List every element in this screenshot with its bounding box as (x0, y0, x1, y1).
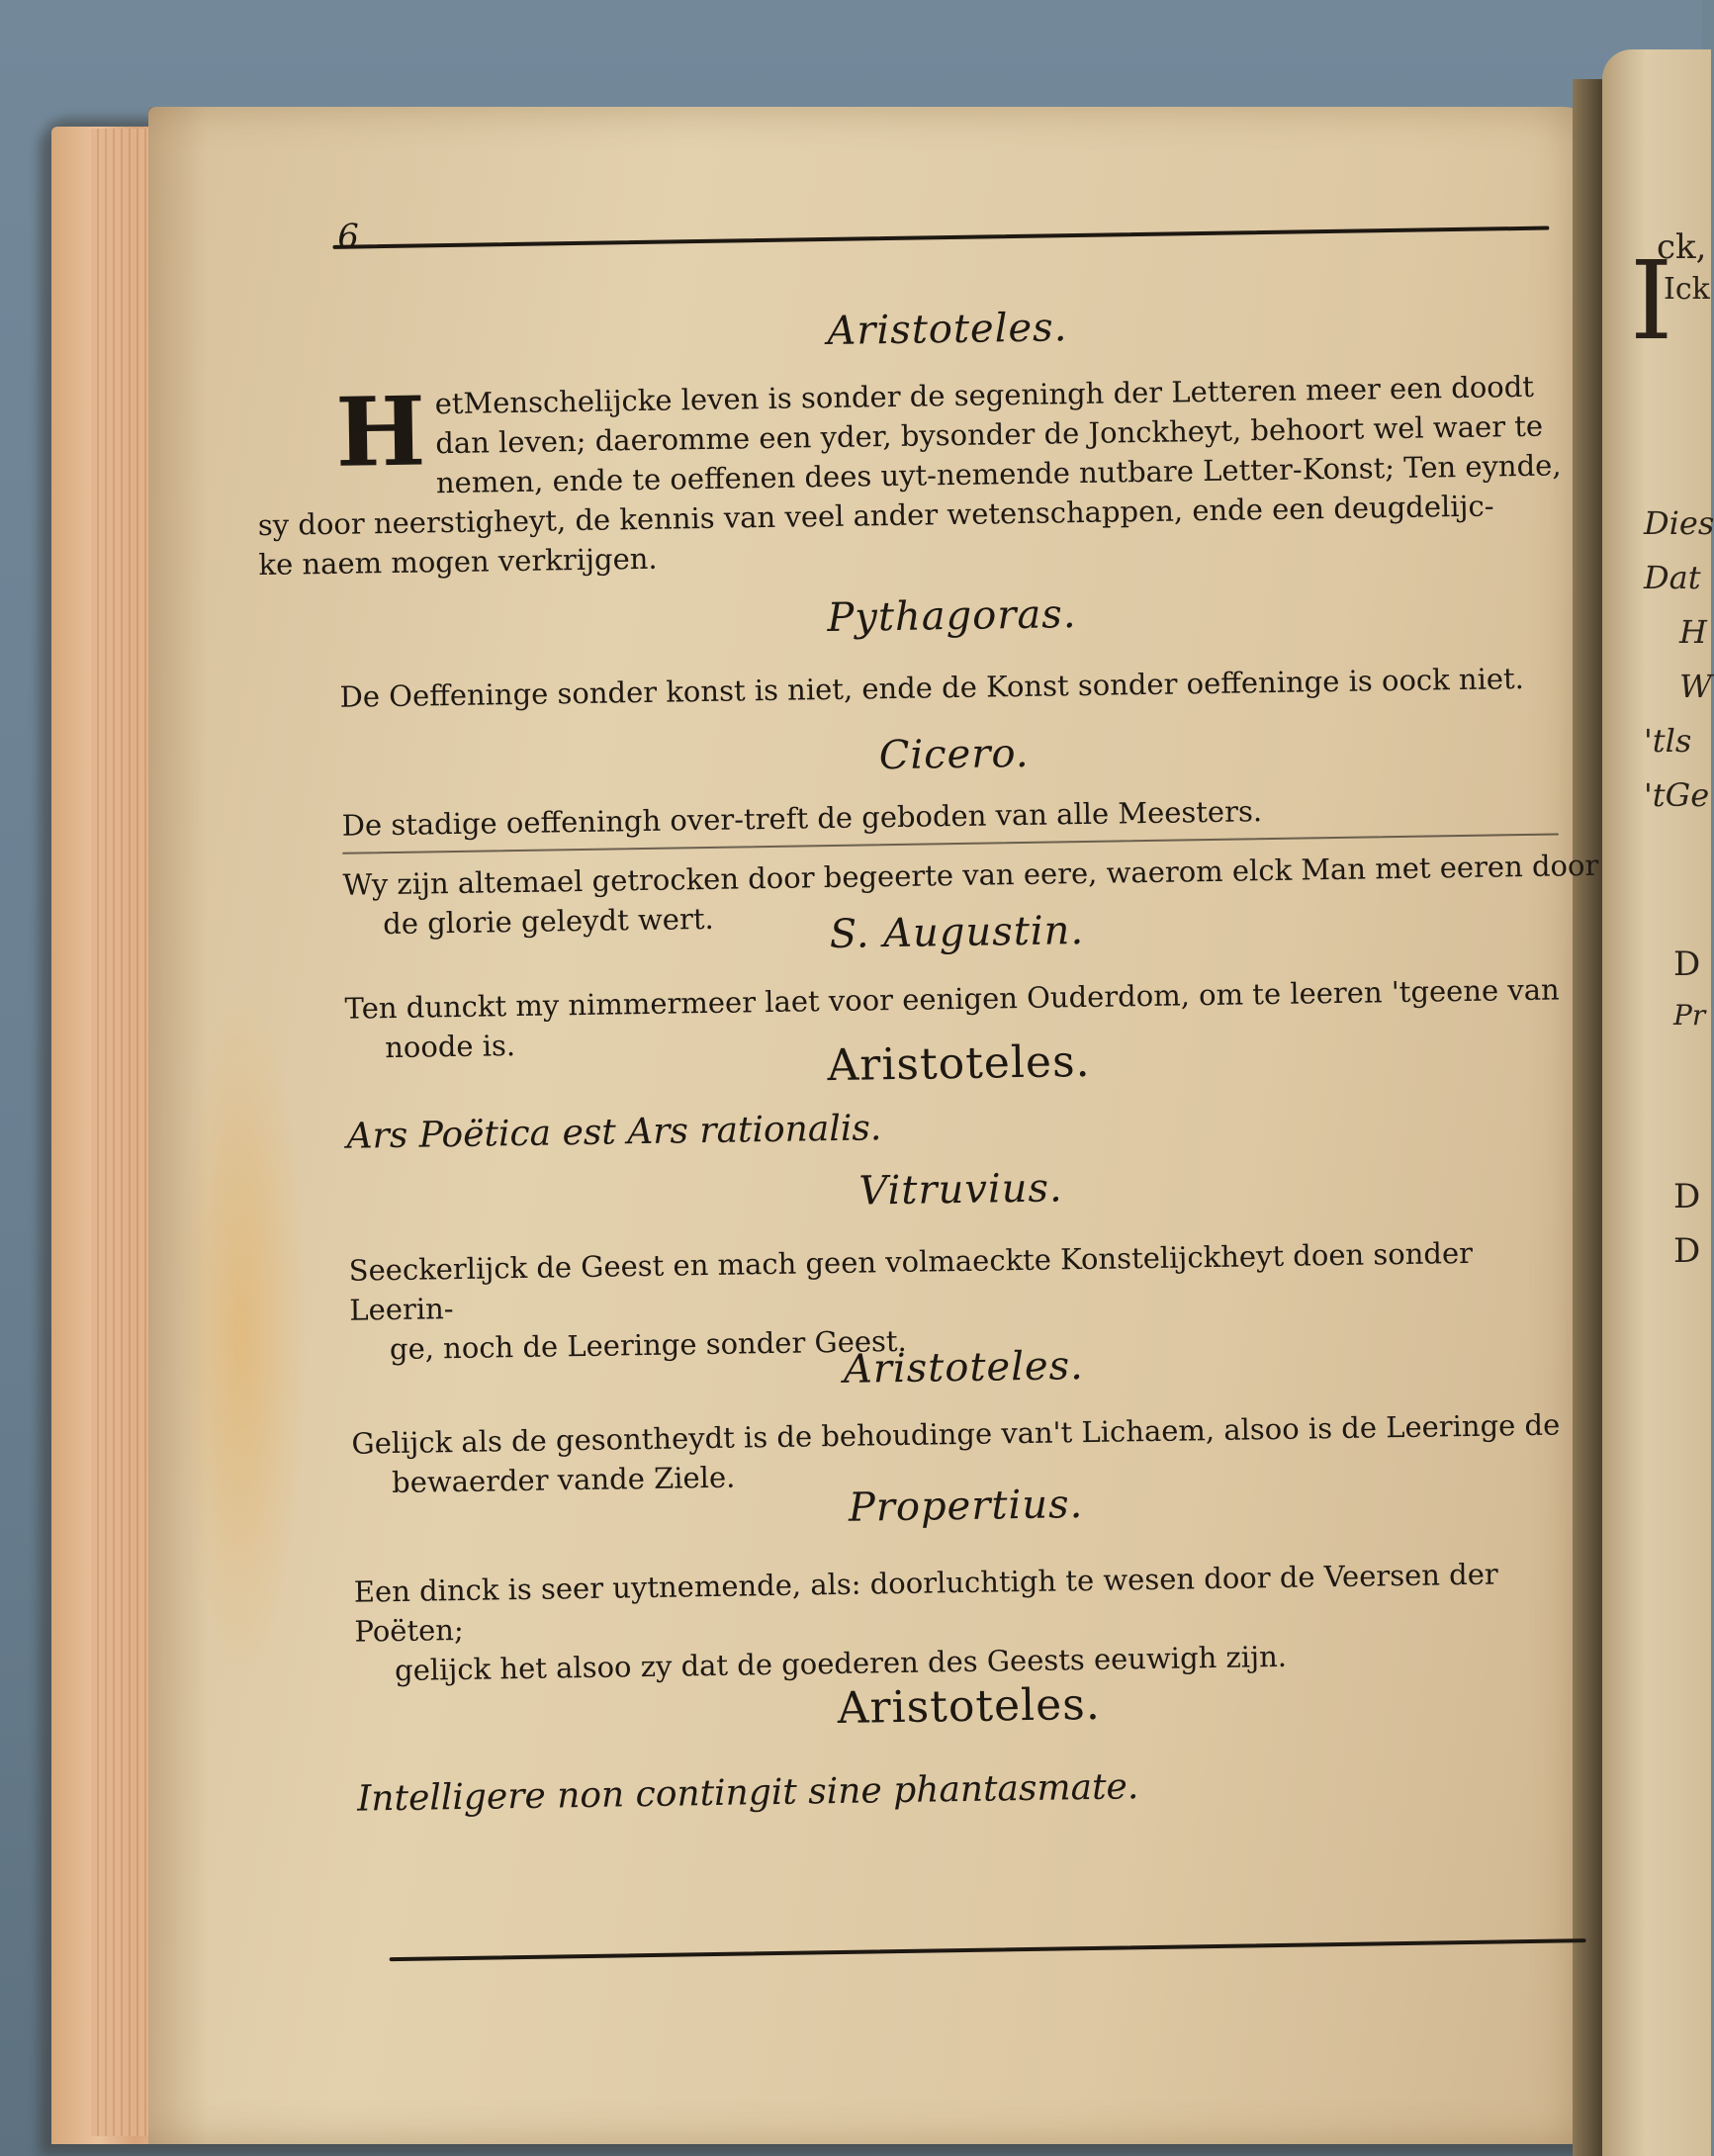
text-line: sy door neerstigheyt, de kennis van veel ander wetenschappen, ende een deugdelijc- (257, 489, 1494, 543)
section-heading: Pythagoras. (827, 591, 1077, 642)
text-line: noode is. (384, 1029, 516, 1065)
section-heading: S. Augustin. (829, 908, 1085, 958)
section-heading: Propertius. (848, 1482, 1084, 1531)
right-fragment: D (1673, 1177, 1701, 1216)
section-heading: Aristoteles. (827, 1035, 1091, 1092)
right-fragment: D (1673, 1231, 1701, 1271)
right-fragment: D (1673, 944, 1701, 984)
quote-paragraph (257, 366, 1565, 583)
section-heading: Vitruvius. (858, 1165, 1064, 1214)
text-line: De stadige oeffeningh over-treft de geboden van alle Meesters. (341, 794, 1263, 843)
quote-paragraph (346, 1098, 1573, 1156)
text-line: dan leven; daeromme een yder, bysonder de Jonckheyt, behoort wel waer te (435, 408, 1544, 461)
right-fragment: W (1679, 668, 1712, 705)
text-line: gelijck het alsoo zy dat de goederen des Geests eeuwigh zijn. (394, 1639, 1288, 1688)
quote-paragraph (354, 1553, 1582, 1690)
right-dropcap: I (1630, 237, 1673, 364)
water-stain (178, 989, 307, 1681)
right-fragment: 'tls (1644, 722, 1692, 760)
text-line: Gelijck als de gesontheydt is de behoudinge van't Lichaem, alsoo is de Leeringe de (351, 1407, 1561, 1461)
right-fragment: Dat (1644, 559, 1701, 596)
text-line: etMenschelijcke leven is sonder de segeningh der Letteren meer een doodt (434, 369, 1535, 421)
text-line: ge, noch de Leeringe sonder Geest. (389, 1323, 907, 1367)
section-heading: Aristoteles. (843, 1343, 1085, 1392)
text-line: Seeckerlijck de Geest en mach geen volmaeckte Konstelijckheyt doen sonder Leerin- (348, 1235, 1474, 1327)
text-line: Een dinck is seer uytnemende, als: doorluchtigh te wesen door de Veersen der Poëten; (353, 1557, 1498, 1649)
quote-paragraph (339, 658, 1566, 716)
right-fragment: 'tGe (1644, 776, 1710, 814)
text-line: Wy zijn altemael getrocken door begeerte van eere, waerom elck Man met eeren door (342, 848, 1599, 902)
quote-paragraph (357, 1760, 1583, 1819)
text-line: De Oeffeninge sonder konst is niet, ende de Konst sonder oeffeninge is oock niet. (339, 661, 1525, 714)
text-line: Ten dunckt my nimmermeer laet voor eenigen Ouderdom, om te leeren 'tgeene van (344, 972, 1560, 1026)
right-fragment: ck, (1657, 227, 1707, 267)
text-line: ke naem mogen verkrijgen. (258, 541, 658, 583)
right-fragment: Ick (1664, 272, 1710, 307)
right-page (1602, 49, 1714, 2156)
right-fragment: Pr (1673, 999, 1706, 1032)
section-heading: Aristoteles. (837, 1678, 1102, 1735)
text-line: Ars Poëtica est Ars rationalis. (346, 1108, 882, 1157)
text-line: de glorie geleydt wert. (382, 901, 714, 942)
text-line: nemen, ende te oeffenen dees uyt-nemende nutbare Letter-Konst; Ten eynde, (435, 448, 1562, 500)
bottom-rule (390, 1938, 1586, 1961)
top-rule (332, 226, 1549, 249)
right-fragment: H (1679, 613, 1707, 651)
page-number: 6 (337, 217, 360, 257)
text-line: Intelligere non contingit sine phantasmate. (356, 1766, 1139, 1820)
right-fragment: Dies (1644, 504, 1714, 542)
text-line: bewaerder vande Ziele. (391, 1460, 736, 1500)
section-heading: Aristoteles. (827, 305, 1068, 355)
drop-cap: H (334, 375, 427, 489)
section-heading: Cicero. (878, 730, 1030, 779)
page-content (257, 188, 1599, 1997)
